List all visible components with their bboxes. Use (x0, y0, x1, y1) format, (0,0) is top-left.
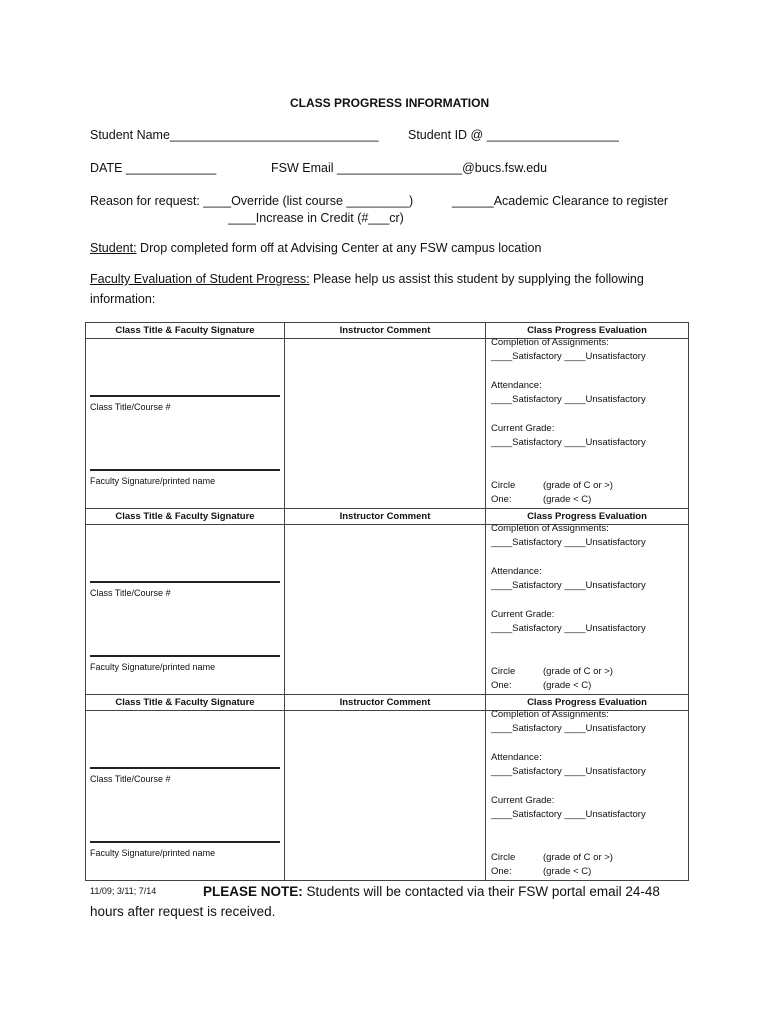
circle-label: Circle (491, 852, 516, 863)
current-grade-label: Current Grade: (491, 423, 555, 434)
instructor-comment-header: Instructor Comment (285, 323, 486, 339)
completion-label: Completion of Assignments: (491, 523, 609, 534)
class-title-line (90, 395, 280, 397)
class-title-label: Class Title/Course # (90, 774, 171, 784)
progress-eval-cell (486, 525, 689, 695)
circle-label: Circle (491, 666, 516, 677)
class-title-line (90, 581, 280, 583)
attendance-choice[interactable]: ____Satisfactory ____Unsatisfactory (491, 394, 646, 405)
faculty-signature-line (90, 841, 280, 843)
fsw-email-field[interactable]: FSW Email __________________@bucs.fsw.edu (271, 161, 548, 175)
class-title-header: Class Title & Faculty Signature (86, 509, 285, 525)
completion-choice[interactable]: ____Satisfactory ____Unsatisfactory (491, 351, 646, 362)
student-instruction-text: Drop completed form off at Advising Center at any FSW campus location (136, 241, 542, 255)
grade-high: (grade of C or >) (543, 852, 613, 863)
circle-high[interactable] (491, 479, 613, 493)
revision-date: 11/09; 3/11; 7/14 (90, 886, 157, 896)
attendance-label: Attendance: (491, 380, 542, 391)
instructor-comment-cell[interactable] (285, 525, 486, 695)
faculty-eval-label: Faculty Evaluation of Student Progress: (90, 272, 310, 286)
progress-eval-cell (486, 339, 689, 509)
class-signature-cell[interactable] (86, 711, 285, 881)
faculty-signature-label: Faculty Signature/printed name (90, 848, 216, 858)
attendance-label: Attendance: (491, 752, 542, 763)
one-label: One: (491, 680, 512, 691)
faculty-eval-text: Please help us assist this student by supplying the following (309, 272, 644, 286)
circle-low[interactable] (491, 865, 591, 879)
table-row (86, 525, 689, 695)
one-label: One: (491, 866, 512, 877)
instructor-comment-header: Instructor Comment (285, 695, 486, 711)
faculty-eval-text-cont: information: (90, 292, 156, 306)
grade-low: (grade < C) (543, 866, 592, 877)
grade-high: (grade of C or >) (543, 666, 613, 677)
completion-choice[interactable]: ____Satisfactory ____Unsatisfactory (491, 537, 646, 548)
table-row (86, 711, 689, 881)
circle-low[interactable] (491, 679, 591, 693)
class-title-header: Class Title & Faculty Signature (86, 695, 285, 711)
current-grade-label: Current Grade: (491, 795, 555, 806)
increase-credit-field[interactable]: ____Increase in Credit (#___cr) (228, 211, 404, 225)
class-signature-cell[interactable] (86, 525, 285, 695)
please-note (203, 883, 660, 901)
student-instruction (90, 241, 541, 255)
please-note-text: Students will be contacted via their FSW portal email 24-48 (302, 884, 660, 899)
circle-low[interactable] (491, 493, 591, 507)
progress-eval-cell (486, 711, 689, 881)
grade-low: (grade < C) (543, 494, 592, 505)
attendance-choice[interactable]: ____Satisfactory ____Unsatisfactory (491, 766, 646, 777)
progress-eval-header: Class Progress Evaluation (486, 323, 689, 339)
current-grade-choice[interactable]: ____Satisfactory ____Unsatisfactory (491, 437, 646, 448)
instructor-comment-cell[interactable] (285, 339, 486, 509)
class-signature-cell[interactable] (86, 339, 285, 509)
grade-high: (grade of C or >) (543, 480, 613, 491)
faculty-signature-line (90, 469, 280, 471)
completion-choice[interactable]: ____Satisfactory ____Unsatisfactory (491, 723, 646, 734)
grade-low: (grade < C) (543, 680, 592, 691)
faculty-signature-label: Faculty Signature/printed name (90, 476, 216, 486)
class-title-label: Class Title/Course # (90, 588, 171, 598)
academic-clearance-field[interactable]: ______Academic Clearance to register (452, 194, 669, 208)
please-note-label: PLEASE NOTE: (203, 884, 303, 899)
circle-label: Circle (491, 480, 516, 491)
completion-label: Completion of Assignments: (491, 337, 609, 348)
class-progress-table (85, 322, 689, 881)
instructor-comment-header: Instructor Comment (285, 509, 486, 525)
one-label: One: (491, 494, 512, 505)
class-title-line (90, 767, 280, 769)
progress-eval-header: Class Progress Evaluation (486, 695, 689, 711)
faculty-signature-line (90, 655, 280, 657)
instructor-comment-cell[interactable] (285, 711, 486, 881)
faculty-signature-label: Faculty Signature/printed name (90, 662, 216, 672)
attendance-choice[interactable]: ____Satisfactory ____Unsatisfactory (491, 580, 646, 591)
class-title-label: Class Title/Course # (90, 402, 171, 412)
circle-high[interactable] (491, 665, 613, 679)
page-title: CLASS PROGRESS INFORMATION (290, 96, 490, 110)
faculty-eval-intro (90, 272, 644, 286)
current-grade-choice[interactable]: ____Satisfactory ____Unsatisfactory (491, 623, 646, 634)
student-name-field[interactable]: Student Name______________________________ (90, 128, 379, 142)
date-field[interactable]: DATE _____________ (90, 161, 217, 175)
progress-eval-header: Class Progress Evaluation (486, 509, 689, 525)
class-title-header: Class Title & Faculty Signature (86, 323, 285, 339)
student-id-field[interactable]: Student ID @ ___________________ (408, 128, 619, 142)
please-note-text-cont: hours after request is received. (90, 904, 276, 919)
attendance-label: Attendance: (491, 566, 542, 577)
current-grade-label: Current Grade: (491, 609, 555, 620)
current-grade-choice[interactable]: ____Satisfactory ____Unsatisfactory (491, 809, 646, 820)
table-row (86, 339, 689, 509)
circle-high[interactable] (491, 851, 613, 865)
student-label: Student: (90, 241, 137, 255)
completion-label: Completion of Assignments: (491, 709, 609, 720)
reason-override-field[interactable]: Reason for request: ____Override (list course _________) (90, 194, 414, 208)
